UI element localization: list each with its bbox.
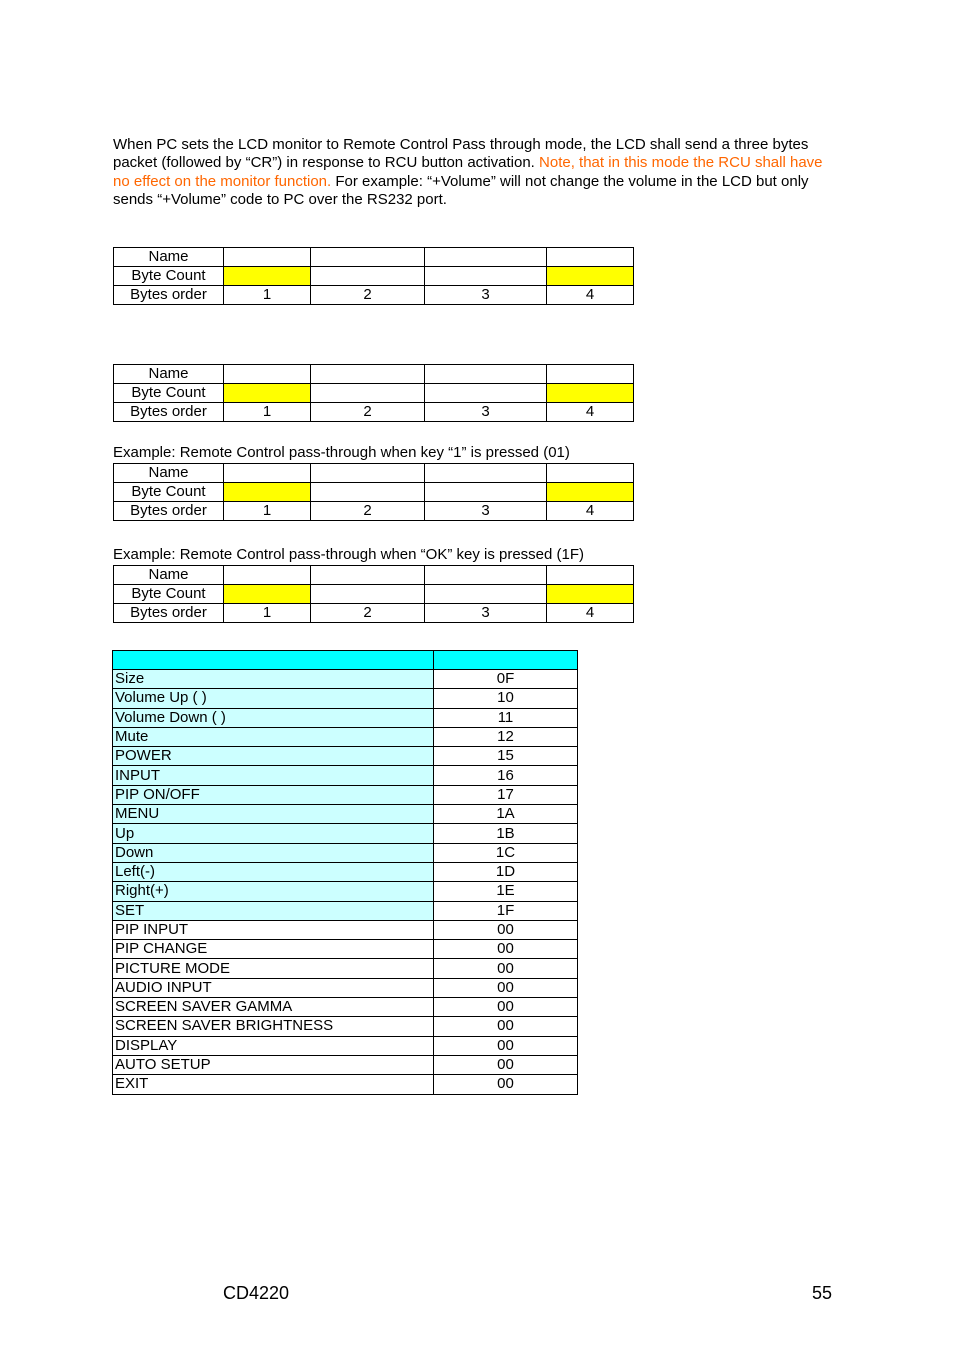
- key-name-cell: SCREEN SAVER GAMMA: [113, 998, 434, 1017]
- key-name-cell: Mute: [113, 727, 434, 746]
- key-code-cell: 12: [434, 727, 578, 746]
- key-name-cell: INPUT: [113, 766, 434, 785]
- row-label-bytes-order: Bytes order: [114, 403, 224, 422]
- row-label-name: Name: [114, 365, 224, 384]
- key-table-row: [113, 998, 578, 1017]
- key-code-cell: 00: [434, 1017, 578, 1036]
- key-table-row: [113, 940, 578, 959]
- key-table-row: [113, 901, 578, 920]
- key-code-cell: 16: [434, 766, 578, 785]
- key-name-cell: SET: [113, 901, 434, 920]
- row-label-bytes-order: Bytes order: [114, 502, 224, 521]
- order-cell: 4: [547, 502, 634, 521]
- key-name-cell: DISPLAY: [113, 1036, 434, 1055]
- key-name-cell: Volume Up ( ): [113, 689, 434, 708]
- key-name-cell: PIP ON/OFF: [113, 785, 434, 804]
- key-table-row: [113, 824, 578, 843]
- key-name-cell: MENU: [113, 805, 434, 824]
- row-label-byte-count: Byte Count: [114, 384, 224, 403]
- intro-paragraph: [113, 136, 843, 209]
- key-table-row: [113, 843, 578, 862]
- byte-count-cell: [224, 483, 311, 502]
- intro-text-1: When PC sets the LCD monitor to Remote Control Pass through mode, the LCD shall send a three bytes packet (followed by “CR”) in response to RCU button activation.: [113, 136, 809, 172]
- key-table-row: [113, 978, 578, 997]
- byte-count-cell: [224, 585, 311, 604]
- order-cell: 3: [425, 286, 547, 305]
- key-code-cell: 00: [434, 1075, 578, 1094]
- key-table-row: [113, 1017, 578, 1036]
- key-table-row: [113, 1036, 578, 1055]
- row-label-name: Name: [114, 248, 224, 267]
- key-name-cell: PIP CHANGE: [113, 940, 434, 959]
- key-code-cell: 0F: [434, 670, 578, 689]
- order-cell: 3: [425, 502, 547, 521]
- key-name-cell: EXIT: [113, 1075, 434, 1094]
- key-name-cell: PICTURE MODE: [113, 959, 434, 978]
- byte-count-cell: [547, 267, 634, 286]
- row-label-byte-count: Byte Count: [114, 267, 224, 286]
- key-table-row: [113, 708, 578, 727]
- key-table-row: [113, 805, 578, 824]
- key-code-cell: 11: [434, 708, 578, 727]
- key-name-cell: AUDIO INPUT: [113, 978, 434, 997]
- order-cell: 1: [224, 604, 311, 623]
- key-code-cell: 1C: [434, 843, 578, 862]
- intro-note: Note, that in this mode the RCU shall have no effect on the monitor function.: [113, 154, 823, 190]
- row-label-bytes-order: Bytes order: [114, 286, 224, 305]
- key-code-cell: 10: [434, 689, 578, 708]
- key-table-row: [113, 1055, 578, 1074]
- key-name-cell: POWER: [113, 747, 434, 766]
- key-table-row: [113, 920, 578, 939]
- order-cell: 2: [311, 502, 425, 521]
- key-table-row: [113, 862, 578, 881]
- packet-table-3: [113, 463, 634, 521]
- order-cell: 1: [224, 502, 311, 521]
- key-name-cell: Right(+): [113, 882, 434, 901]
- key-table-row: [113, 766, 578, 785]
- key-code-table: [112, 650, 578, 1095]
- order-cell: 1: [224, 403, 311, 422]
- example-key1-caption: Example: Remote Control pass-through when key “1” is pressed (01): [113, 444, 570, 461]
- intro-text-2: For example: “+Volume” will not change the volume in the LCD but only sends “+Volume” code to PC over the RS232 port.: [113, 172, 809, 208]
- key-code-cell: 00: [434, 940, 578, 959]
- key-code-cell: 1A: [434, 805, 578, 824]
- order-cell: 4: [547, 403, 634, 422]
- key-header-code: [434, 651, 578, 670]
- key-code-cell: 00: [434, 978, 578, 997]
- order-cell: 3: [425, 604, 547, 623]
- key-table-row: [113, 747, 578, 766]
- key-name-cell: Up: [113, 824, 434, 843]
- example-ok-caption: Example: Remote Control pass-through when “OK” key is pressed (1F): [113, 546, 585, 563]
- packet-table-2: [113, 364, 634, 422]
- key-table-row: [113, 785, 578, 804]
- row-label-name: Name: [114, 464, 224, 483]
- order-cell: 2: [311, 286, 425, 305]
- key-name-cell: SCREEN SAVER BRIGHTNESS: [113, 1017, 434, 1036]
- key-table-header: [113, 651, 578, 670]
- key-name-cell: AUTO SETUP: [113, 1055, 434, 1074]
- key-code-cell: 1F: [434, 901, 578, 920]
- key-table-row: [113, 727, 578, 746]
- footer-page-number: 55: [812, 1283, 833, 1303]
- row-label-bytes-order: Bytes order: [114, 604, 224, 623]
- key-code-cell: 00: [434, 1055, 578, 1074]
- byte-count-cell: [547, 585, 634, 604]
- key-code-cell: 17: [434, 785, 578, 804]
- key-code-cell: 00: [434, 998, 578, 1017]
- key-code-cell: 1B: [434, 824, 578, 843]
- order-cell: 4: [547, 286, 634, 305]
- packet-table-4: [113, 565, 634, 623]
- key-code-cell: 00: [434, 1036, 578, 1055]
- byte-count-cell: [224, 384, 311, 403]
- key-header-name: [113, 651, 434, 670]
- key-code-cell: 00: [434, 959, 578, 978]
- key-table-row: [113, 959, 578, 978]
- key-code-cell: 00: [434, 920, 578, 939]
- packet-table-1: [113, 247, 634, 305]
- byte-count-cell: [547, 384, 634, 403]
- key-name-cell: Down: [113, 843, 434, 862]
- row-label-byte-count: Byte Count: [114, 585, 224, 604]
- order-cell: 2: [311, 403, 425, 422]
- key-name-cell: Size: [113, 670, 434, 689]
- key-table-row: [113, 1075, 578, 1094]
- key-name-cell: Volume Down ( ): [113, 708, 434, 727]
- order-cell: 3: [425, 403, 547, 422]
- row-label-name: Name: [114, 566, 224, 585]
- order-cell: 1: [224, 286, 311, 305]
- key-name-cell: Left(-): [113, 862, 434, 881]
- order-cell: 4: [547, 604, 634, 623]
- key-table-row: [113, 689, 578, 708]
- key-table-row: [113, 670, 578, 689]
- key-code-cell: 1E: [434, 882, 578, 901]
- byte-count-cell: [547, 483, 634, 502]
- order-cell: 2: [311, 604, 425, 623]
- key-code-cell: 1D: [434, 862, 578, 881]
- byte-count-cell: [224, 267, 311, 286]
- key-table-row: [113, 882, 578, 901]
- footer-model: CD4220: [223, 1283, 290, 1303]
- key-name-cell: PIP INPUT: [113, 920, 434, 939]
- row-label-byte-count: Byte Count: [114, 483, 224, 502]
- key-code-cell: 15: [434, 747, 578, 766]
